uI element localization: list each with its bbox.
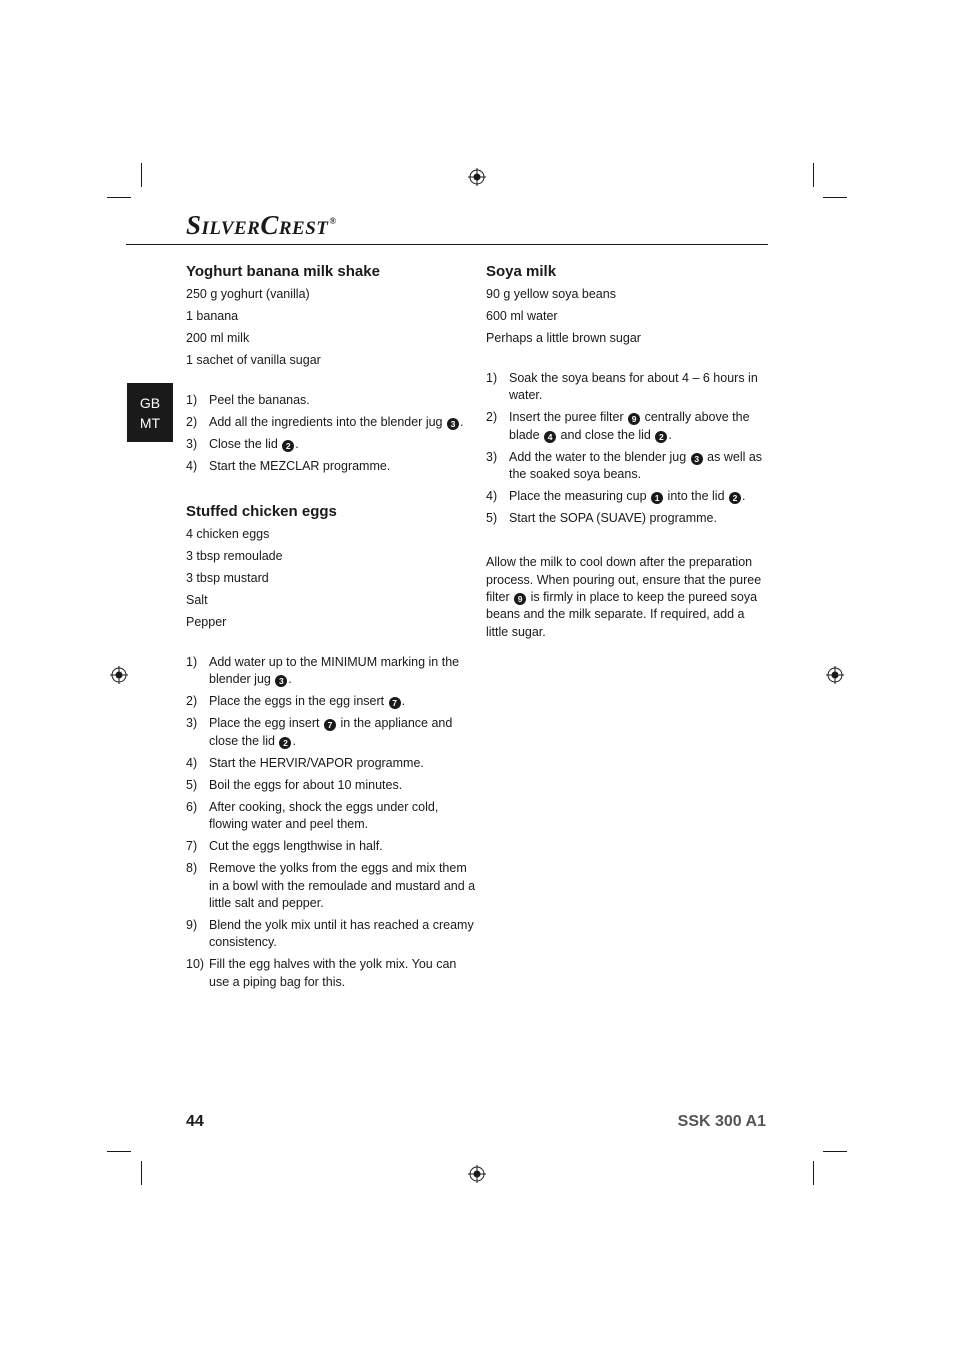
step-text-part: Insert the puree filter — [509, 410, 628, 425]
step-item — [186, 414, 476, 431]
step-text-part: centrally above the blade — [509, 410, 750, 442]
registration-mark-icon — [826, 666, 844, 684]
crop-mark — [813, 1161, 814, 1185]
step-number: 8) — [186, 861, 198, 876]
step-number: 5) — [186, 777, 198, 792]
step-item — [486, 510, 766, 527]
step-text — [209, 715, 476, 750]
step-item — [186, 860, 476, 912]
step-item — [186, 392, 476, 409]
step-list — [486, 370, 766, 528]
crop-mark — [107, 1151, 131, 1152]
step-text-part: . — [401, 694, 406, 709]
part-number-icon: 4 — [544, 431, 556, 443]
step-number: 1) — [486, 371, 498, 385]
step-text-part: . — [288, 672, 292, 687]
step-text-part: . — [742, 489, 746, 504]
step-text — [209, 654, 476, 689]
ingredient-list — [186, 526, 476, 631]
ingredient: 4 chicken eggs — [186, 527, 270, 541]
step-text — [209, 956, 476, 991]
step-number: 3) — [186, 437, 198, 451]
part-number-icon: 2 — [279, 737, 291, 749]
ingredient: 3 tbsp remoulade — [186, 549, 283, 563]
step-item — [186, 458, 476, 475]
step-text-part: Cut the eggs lengthwise in half. — [209, 839, 383, 854]
registered-mark: ® — [329, 216, 337, 226]
step-text-part: in the appliance and close the lid — [209, 716, 453, 748]
part-number-icon: 3 — [447, 418, 459, 430]
step-number: 9) — [186, 918, 198, 933]
step-list — [186, 392, 476, 475]
ingredient: 3 tbsp mustard — [186, 571, 269, 585]
crop-mark — [813, 163, 814, 187]
step-item — [486, 488, 766, 505]
step-number: 2) — [486, 410, 498, 425]
step-text — [209, 777, 476, 794]
step-text — [509, 488, 766, 505]
ingredient: Pepper — [186, 615, 227, 629]
step-text-part: into the lid — [664, 489, 728, 504]
step-text-part: Start the SOPA (SUAVE) programme. — [509, 511, 717, 526]
step-text — [509, 449, 766, 484]
note-text: is firmly in place to keep the pureed soya beans and the milk separate. If required, add a little sugar. — [486, 590, 758, 639]
model-number: SSK 300 A1 — [677, 1113, 766, 1130]
step-number: 6) — [186, 799, 198, 814]
step-item — [486, 370, 766, 405]
step-text — [209, 860, 476, 912]
recipe-title: Yoghurt banana milk shake — [186, 263, 380, 280]
part-number-icon: 3 — [691, 453, 703, 465]
step-number: 10) — [186, 957, 205, 972]
step-item — [186, 777, 476, 794]
step-text-part: Add water up to the MINIMUM marking in the blender jug — [209, 655, 460, 687]
step-item — [186, 436, 476, 453]
step-number: 2) — [186, 694, 198, 709]
step-number: 4) — [186, 755, 198, 770]
step-item — [486, 449, 766, 484]
step-text — [509, 510, 766, 527]
crop-mark — [141, 1161, 142, 1185]
step-text-part: Add all the ingredients into the blender jug — [209, 415, 446, 429]
language-code: GB — [139, 395, 161, 411]
logo-letter: S — [186, 210, 202, 240]
step-number: 3) — [186, 716, 198, 731]
ingredient-list — [186, 286, 476, 369]
ingredient: 600 ml water — [486, 309, 558, 323]
registration-mark-icon — [110, 666, 128, 684]
registration-mark-icon — [468, 168, 486, 186]
part-number-icon: 2 — [282, 440, 294, 452]
step-text-part: After cooking, shock the eggs under cold, flowing water and peel them. — [209, 799, 439, 832]
step-item — [186, 799, 476, 834]
step-text-part: Fill the egg halves with the yolk mix. You can use a piping bag for this. — [209, 957, 457, 989]
step-number: 2) — [186, 415, 198, 429]
step-text-part: Close the lid — [209, 437, 282, 451]
part-number-icon: 3 — [275, 675, 287, 687]
step-text-part: . — [668, 427, 672, 442]
step-text-part: Blend the yolk mix until it has reached a creamy consistency. — [209, 918, 474, 950]
part-number-icon: 2 — [655, 431, 667, 443]
step-text-part: Start the HERVIR/VAPOR programme. — [209, 755, 424, 770]
step-text — [209, 392, 476, 409]
part-number-icon: 1 — [651, 492, 663, 504]
step-item — [186, 715, 476, 750]
step-text — [209, 436, 476, 453]
page-number: 44 — [186, 1113, 204, 1130]
part-number-icon: 9 — [628, 413, 640, 425]
ingredient: 90 g yellow soya beans — [486, 287, 616, 301]
left-column — [186, 262, 476, 996]
part-number-icon: 9 — [514, 593, 526, 605]
crop-mark — [141, 163, 142, 187]
step-text-part: Start the MEZCLAR programme. — [209, 459, 391, 473]
step-number: 1) — [186, 655, 198, 669]
step-text-part: and close the lid — [557, 427, 655, 442]
step-item — [186, 917, 476, 952]
step-text-part: Remove the yolks from the eggs and mix them in a bowl with the remoulade and mustard and a little salt and pepper. — [209, 861, 476, 911]
step-text-part: Boil the eggs for about 10 minutes. — [209, 777, 403, 792]
crop-mark — [107, 197, 131, 198]
step-item — [186, 693, 476, 710]
step-item — [186, 956, 476, 991]
note-paragraph — [486, 554, 766, 641]
step-number: 5) — [486, 511, 498, 526]
step-number: 3) — [486, 449, 498, 464]
step-text-part: . — [295, 437, 299, 451]
step-text — [209, 693, 476, 710]
step-text-part: Peel the bananas. — [209, 393, 310, 407]
right-column — [486, 262, 766, 641]
step-text-part: Soak the soya beans for about 4 – 6 hours in water. — [509, 371, 758, 403]
step-text-part: Place the eggs in the egg insert — [209, 694, 388, 709]
step-item — [186, 838, 476, 855]
step-text — [209, 799, 476, 834]
step-text-part: . — [292, 733, 296, 748]
brand-logo — [186, 210, 336, 240]
header-rule — [126, 244, 768, 245]
ingredient: 200 ml milk — [186, 331, 250, 345]
part-number-icon: 2 — [729, 492, 741, 504]
logo-letter: C — [260, 210, 279, 240]
step-number: 4) — [186, 459, 198, 473]
step-number: 7) — [186, 839, 198, 854]
step-text-part: Add the water to the blender jug — [509, 449, 690, 464]
language-tab — [127, 383, 173, 442]
ingredient: Perhaps a little brown sugar — [486, 331, 641, 345]
step-item — [486, 409, 766, 444]
step-text-part: . — [459, 415, 464, 429]
step-text — [209, 414, 476, 431]
ingredient: 250 g yoghurt (vanilla) — [186, 287, 310, 301]
step-text-part: Place the measuring cup — [509, 489, 651, 504]
part-number-icon: 7 — [389, 697, 401, 709]
logo-text: REST — [278, 218, 329, 239]
note-text: Allow the milk to cool down after the preparation process. When pouring out, ensure that the puree filter — [486, 555, 762, 605]
part-number-icon: 7 — [324, 719, 336, 731]
step-text-part: Place the egg insert — [209, 716, 323, 731]
logo-text: ILVER — [201, 218, 261, 239]
step-text — [209, 458, 476, 475]
step-text — [509, 370, 766, 405]
step-item — [186, 654, 476, 689]
ingredient: 1 sachet of vanilla sugar — [186, 353, 321, 367]
crop-mark — [823, 1151, 847, 1152]
recipe-title: Stuffed chicken eggs — [186, 503, 337, 520]
ingredient: 1 banana — [186, 309, 239, 323]
step-item — [186, 755, 476, 772]
language-code: MT — [139, 415, 161, 431]
step-number: 4) — [486, 489, 498, 504]
crop-mark — [823, 197, 847, 198]
step-text — [509, 409, 766, 444]
step-text — [209, 917, 476, 952]
step-number: 1) — [186, 393, 198, 407]
step-list — [186, 654, 476, 991]
step-text — [209, 838, 476, 855]
step-text — [209, 755, 476, 772]
registration-mark-icon — [468, 1165, 486, 1183]
recipe-title: Soya milk — [486, 263, 557, 280]
ingredient-list — [486, 286, 766, 347]
step-text-part: as well as the soaked soya beans. — [509, 449, 763, 482]
ingredient: Salt — [186, 593, 208, 607]
